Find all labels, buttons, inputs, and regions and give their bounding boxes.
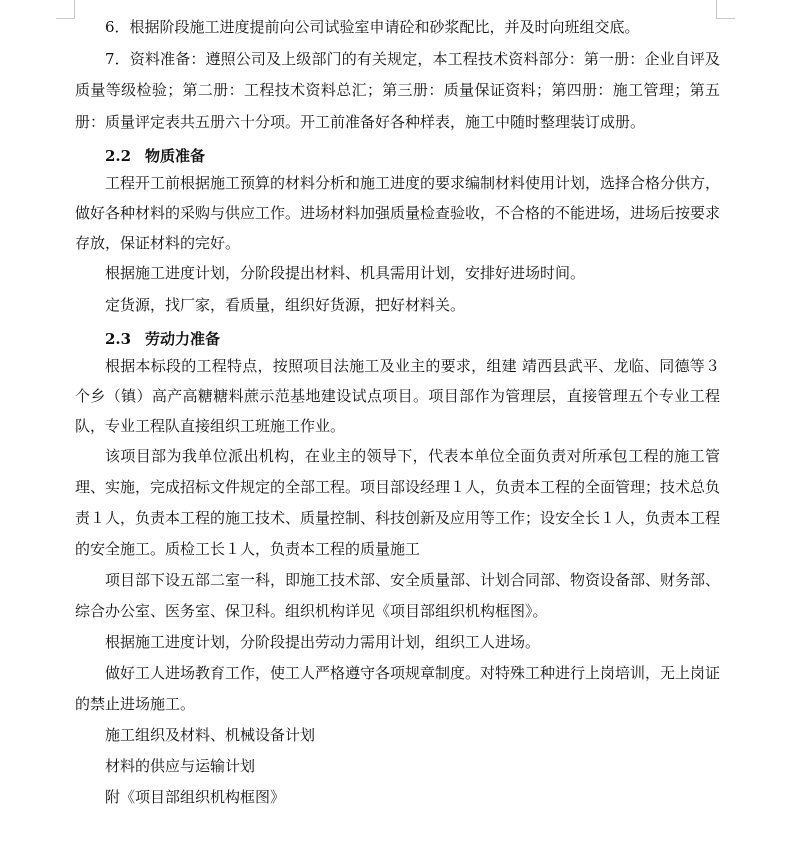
- paragraph: 材料的供应与运输计划: [105, 757, 256, 775]
- section-title: 物质准备: [145, 147, 206, 165]
- paragraph-item-7: 7．资料准备：遵照公司及上级部门的有关规定，本工程技术资料部分：第一册：企业自评及质量等级检验；第二册：工程技术资料总汇；第三册：质量保证资料；第四册：施工管理；第五册：质量评定表共五册六十分项。开工前准备好各种样表，施工中随时整理装订成册。: [75, 49, 720, 131]
- document-body: [75, 12, 720, 813]
- section-heading-2-2: [75, 144, 720, 168]
- paragraph: 施工组织及材料、机械设备计划: [105, 726, 316, 744]
- paragraph-item-6: 6．根据阶段施工进度提前向公司试验室申请砼和砂浆配比，并及时向班组交底。: [105, 18, 640, 36]
- paragraph: 项目部下设五部二室一科，即施工技术部、安全质量部、计划合同部、物资设备部、财务部、综合办公室、医务室、保卫科。组织机构详见《项目部组织机构框图》。: [75, 571, 721, 620]
- section-heading-2-3: [75, 327, 720, 351]
- paragraph: 定货源，找厂家，看质量，组织好货源，把好材料关。: [105, 295, 466, 314]
- paragraph: 工程开工前根据施工预算的材料分析和施工进度的要求编制材料使用计划，选择合格分供方，做好各种材料的采购与供应工作。进场材料加强质量检查验收，不合格的不能进场，进场后按要求存放，保证材料的完好。: [75, 174, 721, 252]
- paragraph: 做好工人进场教育工作，使工人严格遵守各项规章制度。对特殊工种进行上岗培训，无上岗证的禁止进场施工。: [75, 664, 721, 713]
- section-number: 2.2: [105, 147, 132, 165]
- paragraph: 根据施工进度计划，分阶段提出材料、机具需用计划，安排好进场时间。: [105, 264, 586, 282]
- crop-mark-left: [56, 0, 75, 19]
- section-title: 劳动力准备: [145, 330, 221, 348]
- paragraph: 根据施工进度计划，分阶段提出劳动力需用计划，组织工人进场。: [105, 633, 541, 651]
- paragraph: 附《项目部组织机构框图》: [105, 788, 286, 806]
- paragraph: 该项目部为我单位派出机构，在业主的领导下，代表本单位全面负责对所承包工程的施工管理、实施，完成招标文件规定的全部工程。项目部设经理１人，负责本工程的全面管理；技术总负责１人，负责本工程的施工技术、质量控制、科技创新及应用等工作；设安全长１人，负责本工程的安全施工。质检工长１人，负责本工程的质量施工: [75, 447, 721, 558]
- section-number: 2.3: [105, 330, 132, 348]
- paragraph: 根据本标段的工程特点，按照项目法施工及业主的要求，组建 靖西县武平、龙临、同德等３个乡（镇）高产高糖糖料蔗示范基地建设试点项目。项目部作为管理层，直接管理五个专业工程队，专业工程队直接组织工班施工作业。: [75, 357, 720, 435]
